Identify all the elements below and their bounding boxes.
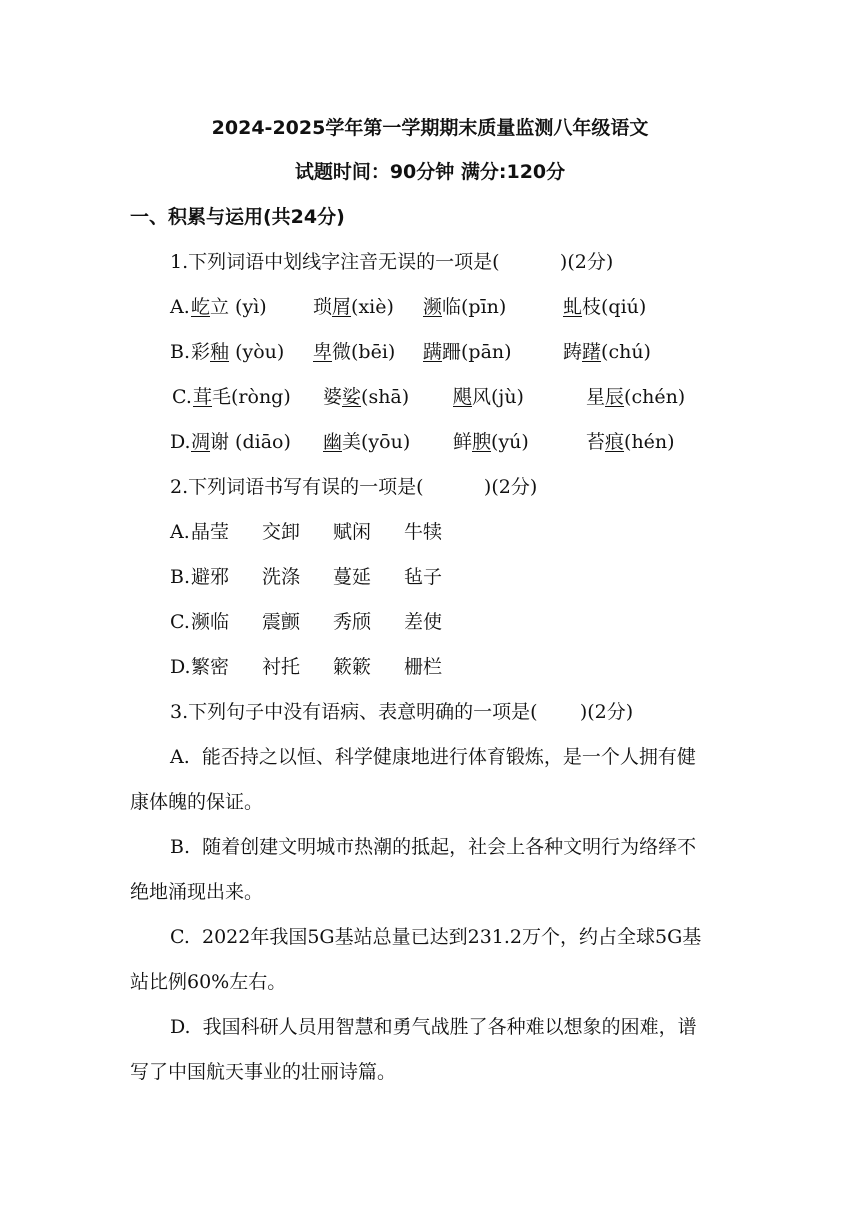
option-text-line: D. 我国科研人员用智慧和勇气战胜了各种难以想象的困难，谱 — [170, 1016, 697, 1038]
underlined-char: 卑 — [313, 341, 333, 363]
question-2-stem: 2.下列词语书写有误的一项是( )(2分) — [170, 476, 538, 498]
option-word: 凋谢 (diāo) — [191, 431, 291, 453]
option-word: 茸毛(ròng) — [193, 386, 291, 408]
option-letter: C. — [172, 386, 192, 408]
option-letter: B. — [170, 566, 191, 588]
option-word: 濒临(pīn) — [423, 296, 507, 318]
option-word: 衬托 — [262, 656, 301, 678]
underlined-char: 幽 — [323, 431, 343, 453]
option-letter: D. — [170, 431, 191, 453]
underlined-char: 娑 — [342, 386, 362, 408]
option-word: 蔓延 — [333, 566, 372, 588]
underlined-char: 飓 — [453, 386, 473, 408]
option-word: 虬枝(qiú) — [563, 296, 647, 318]
option-letter: B. — [170, 341, 191, 363]
option-text-line: C. 2022年我国5G基站总量已达到231.2万个，约占全球5G基 — [170, 926, 702, 948]
option-word: 濒临 — [191, 611, 230, 633]
exam-title: 2024-2025学年第一学期期末质量监测八年级语文 — [211, 117, 649, 139]
question-3-stem: 3.下列句子中没有语病、表意明确的一项是( )(2分) — [170, 701, 634, 723]
underlined-char: 蹒 — [423, 341, 443, 363]
option-word: 飓风(jù) — [453, 386, 524, 408]
option-text-line: B. 随着创建文明城市热潮的抵起，社会上各种文明行为络绎不 — [170, 836, 697, 858]
option-word: 赋闲 — [333, 521, 372, 543]
option-letter: A. — [170, 521, 190, 543]
option-word: 星辰(chén) — [586, 386, 686, 408]
option-word: 屹立 (yì) — [191, 296, 267, 318]
question-1-stem: 1.下列词语中划线字注音无误的一项是( )(2分) — [170, 251, 614, 273]
option-letter: D. — [170, 656, 191, 678]
exam-subtitle: 试题时间：90分钟 满分:120分 — [294, 161, 566, 183]
option-letter: C. — [170, 611, 190, 633]
underlined-char: 屹 — [191, 296, 211, 318]
option-word: 簌簌 — [333, 656, 372, 678]
underlined-char: 虬 — [563, 296, 583, 318]
underlined-char: 辰 — [605, 386, 625, 408]
option-text-line: 站比例60%左右。 — [130, 971, 287, 993]
option-word: 踌躇(chú) — [563, 341, 651, 363]
option-word: 彩釉 (yòu) — [191, 341, 285, 363]
option-word: 鲜腴(yú) — [453, 431, 529, 453]
option-word: 蹒跚(pān) — [423, 341, 512, 363]
option-word: 婆娑(shā) — [323, 386, 410, 408]
option-word: 繁密 — [191, 656, 230, 678]
option-word: 交卸 — [262, 521, 301, 543]
option-word: 晶莹 — [191, 521, 230, 543]
option-word: 秀颀 — [333, 611, 372, 633]
option-word: 毡子 — [404, 566, 443, 588]
option-text-line: 写了中国航天事业的壮丽诗篇。 — [130, 1061, 397, 1083]
underlined-char: 腴 — [472, 431, 492, 453]
option-word: 差使 — [404, 611, 443, 633]
section-heading: 一、积累与运用(共24分) — [130, 206, 345, 228]
option-word: 苔痕(hén) — [586, 431, 675, 453]
underlined-char: 凋 — [191, 431, 211, 453]
underlined-char: 濒 — [423, 296, 443, 318]
option-letter: A. — [170, 296, 190, 318]
option-word: 震颤 — [262, 611, 301, 633]
option-text-line: A. 能否持之以恒、科学健康地进行体育锻炼，是一个人拥有健 — [170, 746, 696, 768]
option-word: 牛犊 — [404, 521, 443, 543]
option-word: 栅栏 — [404, 656, 443, 678]
option-word: 洗涤 — [262, 566, 301, 588]
underlined-char: 茸 — [193, 386, 213, 408]
underlined-char: 痕 — [605, 431, 625, 453]
option-text-line: 绝地涌现出来。 — [130, 881, 264, 903]
option-word: 琐屑(xiè) — [313, 296, 394, 318]
underlined-char: 釉 — [210, 341, 230, 363]
option-text-line: 康体魄的保证。 — [130, 791, 264, 813]
option-word: 避邪 — [191, 566, 230, 588]
option-word: 幽美(yōu) — [323, 431, 411, 453]
option-word: 卑微(bēi) — [313, 341, 396, 363]
underlined-char: 屑 — [332, 296, 352, 318]
underlined-char: 躇 — [582, 341, 602, 363]
